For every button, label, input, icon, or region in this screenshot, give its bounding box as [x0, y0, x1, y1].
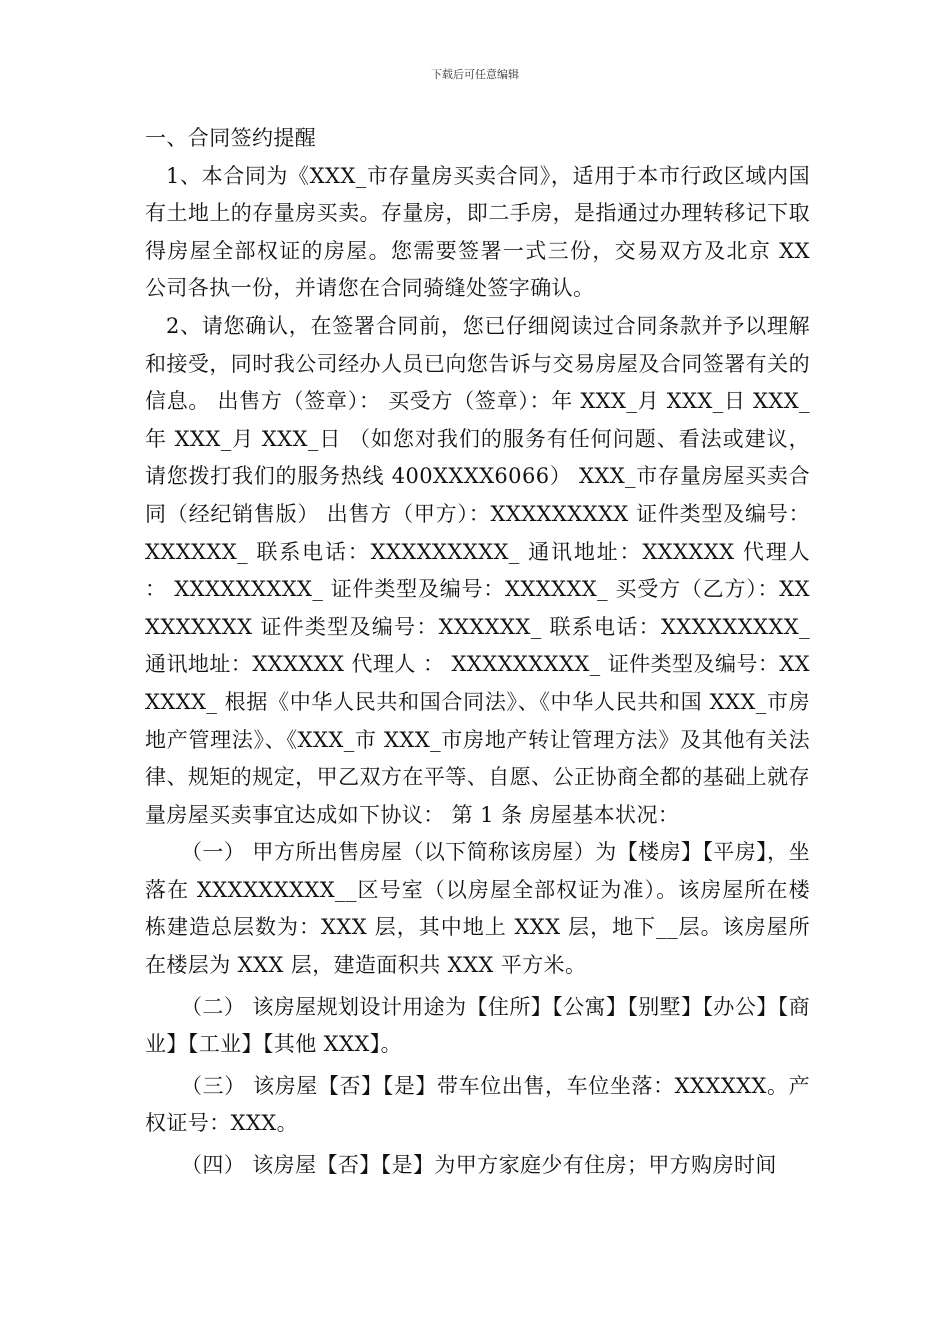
paragraph-2: 2、请您确认，在签署合同前，您已仔细阅读过合同条款并予以理解和接受，同时我公司经办人员已向您告诉与交易房屋及合同签署有关的信息。 出售方（签章）： 买受方（签章）：年 XXX_月 XXX_日 XXX_年 XXX_月 XXX_日 （如您对我们的服务有任何问题、看法或建议，请您拨打我们的服务热线 400XXXX6066） XXX_市存量房屋买卖合同（经纪销售版） 出售方（甲方）：XXXXXXXXX 证件类型及编号：XXXXXX_ 联系电话：XXXXXXXXX_ 通讯地址：XXXXXX 代理人 ： XXXXXXXXX_ 证件类型及编号：XXXXXX_ 买受方（乙方）：XXXXXXXXX 证件类型及编号：XXXXXX_ 联系电话：XXXXXXXXX_ 通讯地址：XXXXXX 代理人 ： XXXXXXXXX_ 证件类型及编号：XXXXXX_ 根据《中华人民共和国合同法》、《中华人民共和国 XXX_市房地产管理法》、《XXX_市 XXX_市房地产转让管理方法》及其他有关法律、规矩的规定，甲乙双方在平等、自愿、公正协商全都的基础上就存量房屋买卖事宜达成如下协议： 第 1 条 房屋基本状况： [145, 313, 810, 827]
paragraph-1: 1、本合同为《XXX_市存量房买卖合同》，适用于本市行政区域内国有土地上的存量房买卖。存量房，即二手房，是指通过办理转移记下取得房屋全部权证的房屋。您需要签署一式三份，交易双方及北京 XX 公司各执一份，并请您在合同骑缝处签字确认。 [145, 163, 810, 301]
section-title: 一、合同签约提醒 [145, 126, 317, 150]
paragraph-4: （二） 该房屋规划设计用途为【住所】【公寓】【别墅】【办公】【商业】【工业】【其他 XXX】。 [145, 994, 810, 1057]
document-body [145, 120, 810, 1185]
paragraph-5: （三） 该房屋【否】【是】带车位出售，车位坐落：XXXXXX。产权证号：XXX。 [145, 1073, 810, 1136]
header-note: 下载后可任意编辑 [431, 68, 519, 81]
paragraph-6: （四） 该房屋【否】【是】为甲方家庭少有住房；甲方购房时间 [181, 1153, 777, 1178]
paragraph-3: （一） 甲方所出售房屋（以下简称该房屋）为【楼房】【平房】，坐落在 XXXXXXXXX__区号室（以房屋全部权证为准）。该房屋所在楼栋建造总层数为：XXX 层，其中地上 XXX 层，地下__层。该房屋所在楼层为 XXX 层，建造面积共 XXX 平方米。 [145, 840, 810, 978]
